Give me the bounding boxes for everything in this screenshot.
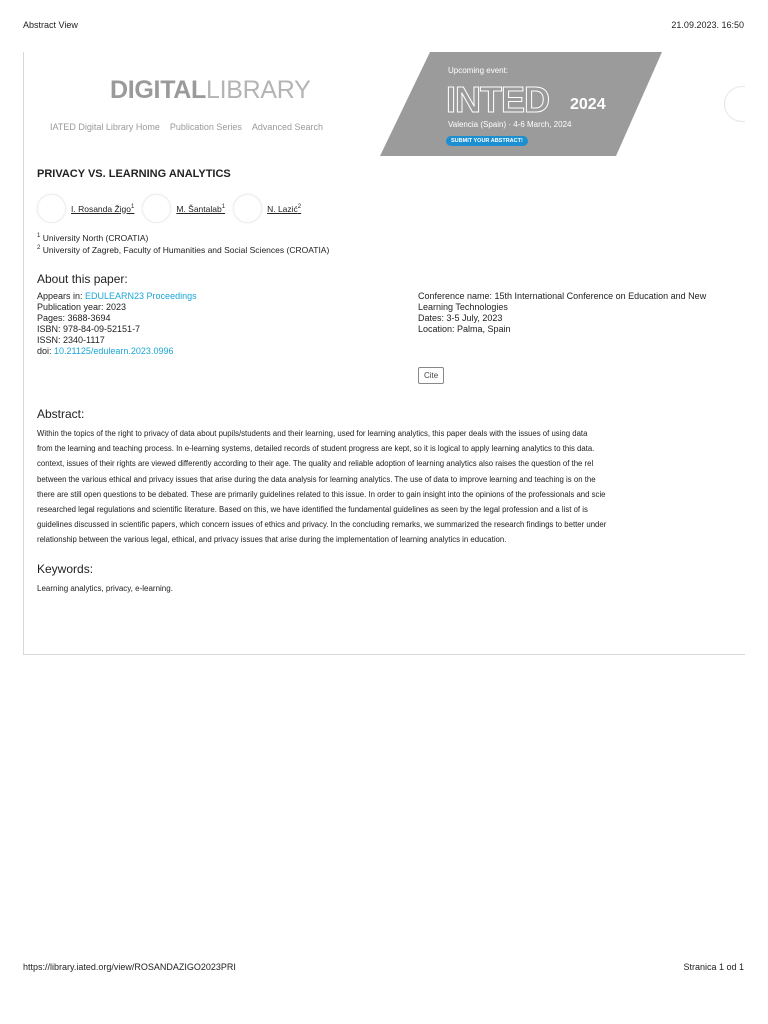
abstract-line: between the various ethical and privacy issues that arise during the data analysis for learning analytics. The use of data to improve learning and teaching is on the: [37, 474, 596, 484]
doi: doi: 10.21125/edulearn.2023.0996: [37, 346, 174, 356]
abstract-line: there are still open questions to be debated. These are primarily guidelines related to this issue. In order to gain insight into the opinions of the professionals and scie: [37, 489, 606, 499]
affiliation-2: $^2$ University of Zagreb, Faculty of Humanities and Social Sciences (CROATIA): [37, 244, 330, 255]
doi-link[interactable]: 10.21125/edulearn.2023.0996: [54, 346, 174, 356]
abstract-line: from the learning and teaching process. In e-learning systems, detailed records of student progress are kept, so it is logical to apply learning analytics to this data.: [37, 444, 595, 454]
author-item[interactable]: [233, 194, 301, 223]
conference-info: [418, 291, 745, 335]
cite-button[interactable]: Cite: [418, 367, 444, 384]
print-header: [23, 20, 744, 30]
banner-year: 2024: [570, 96, 606, 113]
side-widget[interactable]: [724, 86, 745, 122]
author-name[interactable]: M. Šantalab$^1$: [176, 203, 226, 214]
abstract-line: guidelines discussed in scientific papers, which concern issues of ethics and privacy. In the concluding remarks, we summarized the research findings to better under: [37, 520, 607, 530]
conference-location: Location: Palma, Spain: [418, 324, 511, 334]
nav-publication-series-link[interactable]: Publication Series: [169, 122, 242, 132]
proceedings-link[interactable]: EDULEARN23 Proceedings: [85, 291, 197, 301]
author-name[interactable]: N. Lazić$^2$: [267, 203, 302, 214]
abstract-line: researched legal regulations and scientific literature. Based on this, we have identified the fundamental guidelines as seen by the legal profession and a list of is: [37, 505, 588, 515]
author-list: [37, 194, 309, 223]
top-nav: [50, 122, 323, 132]
page-frame: [23, 52, 745, 655]
abstract-line: relationship between the various legal, ethical, and privacy issues that arise during the implementation of learning analytics in education.: [37, 535, 507, 545]
print-title: Abstract View: [23, 20, 78, 30]
paper-info: [37, 291, 197, 357]
abstract-line: Within the topics of the right to privacy of data about pupils/students and their learning, used for learning analytics, this paper deals with the issues of using data: [37, 429, 588, 438]
submit-abstract-button[interactable]: SUBMIT YOUR ABSTRACT!: [446, 136, 528, 146]
digital-library-logo[interactable]: DIGITALLIBRARY: [110, 76, 311, 104]
conference-name: Conference name: 15th International Conference on Education and New: [418, 291, 707, 301]
conference-name-cont: Learning Technologies: [418, 302, 508, 312]
print-footer: [23, 962, 744, 972]
affiliations: [37, 231, 329, 255]
appears-in: Appears in: EDULEARN23 Proceedings: [37, 291, 197, 301]
inted-banner[interactable]: [380, 52, 662, 156]
print-url: https://library.iated.org/view/ROSANDAZIGO2023PRI: [23, 962, 236, 972]
issn: ISSN: 2340-1117: [37, 335, 105, 345]
abstract-line: context, issues of their rights are viewed differently according to their age. The quality and reliable adoption of learning analytics also raises the question of the rel: [37, 459, 594, 469]
pages: Pages: 3688-3694: [37, 313, 111, 323]
about-heading: About this paper:: [37, 272, 128, 286]
banner-location: Valencia (Spain) · 4-6 March, 2024: [448, 120, 572, 129]
affiliation-1: $^1$ University North (CROATIA): [37, 232, 149, 243]
keywords-heading: Keywords:: [37, 562, 94, 576]
avatar: [37, 194, 66, 223]
banner-upcoming: Upcoming event:: [448, 66, 509, 75]
print-datetime: 21.09.2023. 16:50: [671, 20, 744, 30]
keywords-text: Learning analytics, privacy, e-learning.: [37, 584, 173, 593]
avatar: [233, 194, 262, 223]
banner-event-name: INTED: [446, 79, 549, 120]
author-name[interactable]: I. Rosanda Žigo$^1$: [71, 203, 135, 214]
publication-year: Publication year: 2023: [37, 302, 127, 312]
isbn: ISBN: 978-84-09-52151-7: [37, 324, 141, 334]
nav-home-link[interactable]: IATED Digital Library Home: [50, 122, 160, 132]
abstract-text: [37, 426, 745, 548]
nav-advanced-search-link[interactable]: Advanced Search: [251, 122, 323, 132]
abstract-heading: Abstract:: [37, 407, 85, 421]
author-item[interactable]: [37, 194, 134, 223]
paper-title: PRIVACY VS. LEARNING ANALYTICS: [37, 168, 231, 180]
avatar: [142, 194, 171, 223]
print-page-number: Stranica 1 od 1: [683, 962, 744, 972]
conference-dates: Dates: 3-5 July, 2023: [418, 313, 503, 323]
author-item[interactable]: [142, 194, 225, 223]
